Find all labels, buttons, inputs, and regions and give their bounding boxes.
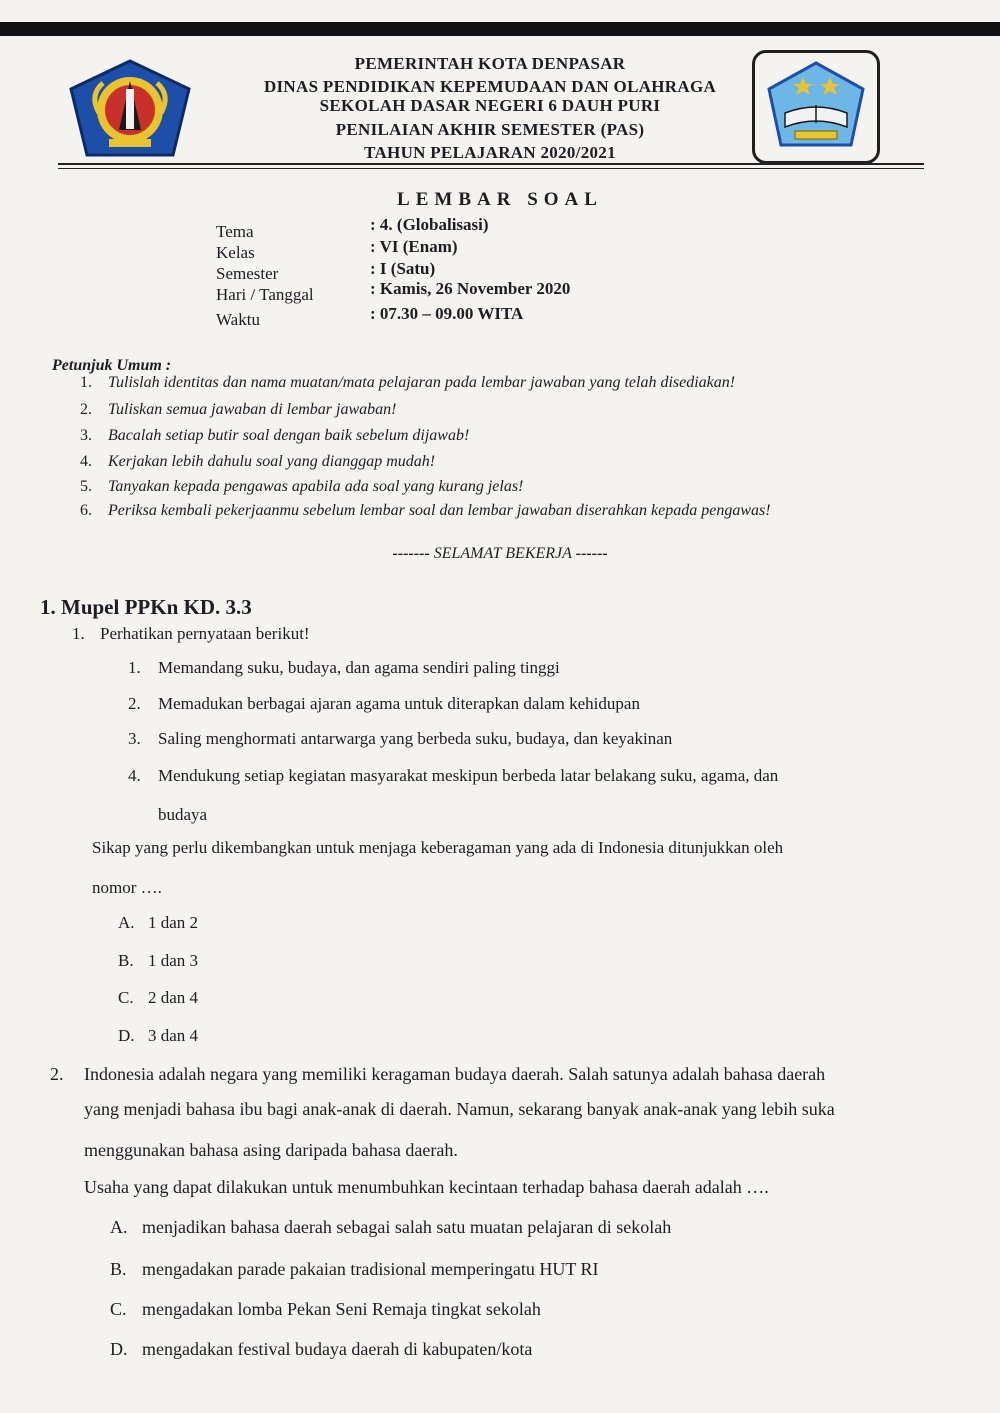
info-label-kelas: Kelas [216,243,255,262]
option-text: 2 dan 4 [148,988,199,1007]
q1-option-c [118,988,198,1008]
q2-option-a [110,1217,671,1238]
instruction-text: Bacalah setiap butir soal dengan baik sebelum dijawab! [108,427,470,444]
header-divider-thin [58,168,924,169]
top-edge-bar [0,22,1000,36]
statement-number: 4. [128,766,141,785]
option-text: mengadakan parade pakaian tradisional memperingatu HUT RI [142,1259,599,1279]
statement-number: 3. [128,729,141,748]
question-1-text-line2: nomor …. [92,878,162,897]
option-letter: C. [110,1299,127,1319]
q1-option-b [118,951,198,971]
question-1-text-line1: Sikap yang perlu dikembangkan untuk menjaga keberagaman yang ada di Indonesia ditunjukkan oleh [92,838,784,857]
option-text: 1 dan 2 [148,913,199,932]
instruction-item [80,401,396,419]
dash-right: ------ [575,545,608,562]
info-label-hari-tanggal: Hari / Tanggal [216,285,314,304]
instruction-item [80,502,771,520]
instruction-text: Periksa kembali pekerjaanmu sebelum lembar soal dan lembar jawaban diserahkan kepada pengawas! [108,502,771,519]
question-1-intro-text: Perhatikan pernyataan berikut! [100,624,310,643]
q2-option-c [110,1299,541,1320]
good-luck-text: SELAMAT BEKERJA [433,545,572,562]
option-text: 1 dan 3 [148,951,199,970]
info-label-tema: Tema [216,222,254,241]
info-value-waktu: : 07.30 – 09.00 WITA [370,304,524,323]
option-text: menjadikan bahasa daerah sebagai salah satu muatan pelajaran di sekolah [142,1217,672,1237]
instruction-item [80,374,735,392]
instruction-number: 5. [80,478,92,495]
instruction-item [80,427,469,445]
question-2-prompt: Usaha yang dapat dilakukan untuk menumbuhkan kecintaan terhadap bahasa daerah adalah …. [84,1177,769,1197]
instruction-text: Tuliskan semua jawaban di lembar jawaban! [108,401,397,418]
statement-text: Saling menghormati antarwarga yang berbeda suku, budaya, dan keyakinan [158,729,673,748]
option-text: mengadakan festival budaya daerah di kabupaten/kota [142,1339,533,1359]
q1-option-a [118,913,198,933]
instruction-number: 2. [80,401,92,418]
header-line-exam: PENILAIAN AKHIR SEMESTER (PAS) [335,120,645,139]
statement-4-continuation: budaya [158,805,208,824]
denpasar-emblem-logo [65,55,195,160]
dash-left: ------- [392,545,430,562]
school-emblem-logo [752,50,880,164]
good-luck-banner [0,545,1000,563]
option-letter: D. [110,1339,128,1359]
header-line-government: PEMERINTAH KOTA DENPASAR [354,54,626,73]
header-line-year: TAHUN PELAJARAN 2020/2021 [364,143,616,162]
question-1-number: 1. [72,624,85,643]
header-line-school: SEKOLAH DASAR NEGERI 6 DAUH PURI [319,96,661,115]
instruction-number: 6. [80,502,92,519]
option-letter: B. [110,1259,127,1279]
q2-option-b [110,1259,599,1280]
option-letter: C. [118,988,134,1007]
instruction-number: 4. [80,453,92,470]
option-letter: B. [118,951,134,970]
info-value-tema: : 4. (Globalisasi) [370,215,489,234]
instruction-number: 3. [80,427,92,444]
instruction-number: 1. [80,374,92,391]
statement-item [128,766,778,786]
option-text: 3 dan 4 [148,1026,199,1045]
question-2-text-line1: Indonesia adalah negara yang memiliki keragaman budaya daerah. Salah satunya adalah bahasa daerah [84,1064,826,1084]
question-2-text-line2: yang menjadi bahasa ibu bagi anak-anak di daerah. Namun, sekarang banyak anak-anak yang lebih suka [84,1099,835,1119]
statement-number: 1. [128,658,141,677]
info-value-hari-tanggal: : Kamis, 26 November 2020 [370,279,571,298]
instruction-text: Tulislah identitas dan nama muatan/mata pelajaran pada lembar jawaban yang telah disediakan! [108,374,736,391]
statement-number: 2. [128,694,141,713]
header-line-department: DINAS PENDIDIKAN KEPEMUDAAN DAN OLAHRAGA [263,77,717,96]
option-letter: A. [110,1217,128,1237]
page-title: LEMBAR SOAL [397,189,603,210]
question-2-text-line3: menggunakan bahasa asing daripada bahasa daerah. [84,1140,458,1160]
option-text: mengadakan lomba Pekan Seni Remaja tingkat sekolah [142,1299,541,1319]
info-value-kelas: : VI (Enam) [370,237,458,256]
statement-text: Memadukan berbagai ajaran agama untuk diterapkan dalam kehidupan [158,694,640,713]
q1-option-d [118,1026,198,1046]
info-label-semester: Semester [216,264,279,283]
instruction-text: Tanyakan kepada pengawas apabila ada soal yang kurang jelas! [108,478,524,495]
instruction-item [80,478,523,496]
instructions-heading: Petunjuk Umum : [52,357,172,374]
statement-text: Memandang suku, budaya, dan agama sendiri paling tinggi [158,658,560,677]
q2-option-d [110,1339,532,1360]
option-letter: D. [118,1026,135,1045]
statement-item [128,694,640,714]
question-2-number: 2. [50,1064,64,1084]
instruction-text: Kerjakan lebih dahulu soal yang dianggap mudah! [108,453,436,470]
statement-item [128,658,560,678]
statement-item [128,729,672,749]
instruction-item [80,453,435,471]
statement-text: Mendukung setiap kegiatan masyarakat meskipun berbeda latar belakang suku, agama, dan [158,766,779,785]
question-1-intro [72,624,310,644]
section-heading: 1. Mupel PPKn KD. 3.3 [40,595,252,619]
info-value-semester: : I (Satu) [370,259,436,278]
info-label-waktu: Waktu [216,310,260,329]
header-divider-thick [58,163,924,165]
option-letter: A. [118,913,135,932]
